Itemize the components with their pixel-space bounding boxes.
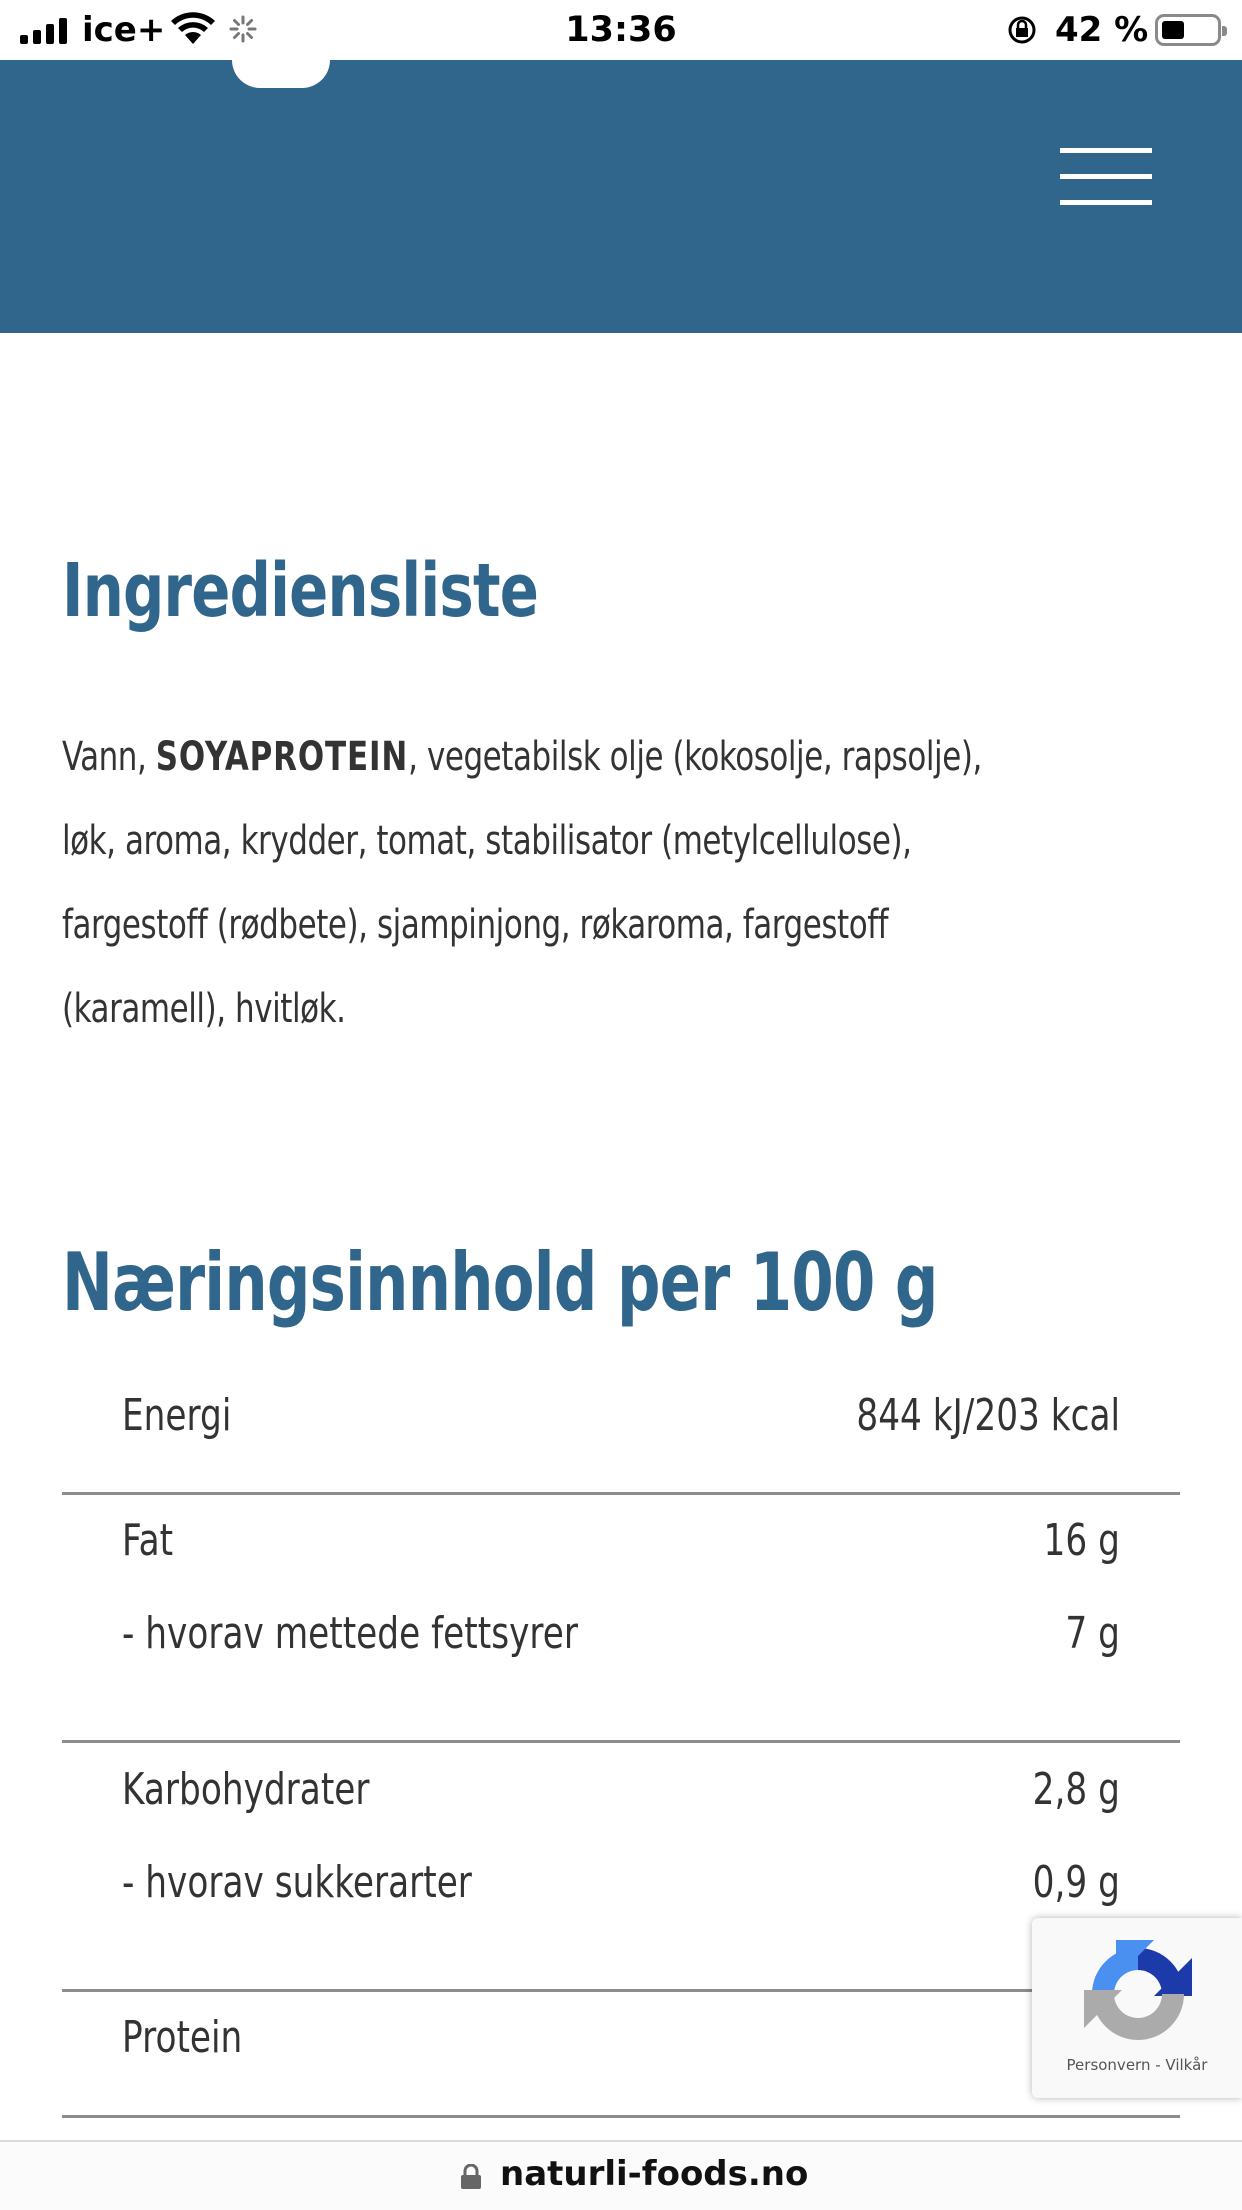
battery-icon — [1155, 14, 1221, 46]
nutrition-heading: Næringsinnhold per 100 g — [62, 1236, 938, 1329]
hamburger-menu-icon[interactable] — [1060, 148, 1152, 208]
ingredients-rest: , vegetabilsk olje (kokosolje, rapsolje), løk, aroma, krydder, tomat, stabilisator (metylcellulose), fargestoff (rødbete), sjampinjong, røkaroma, fargestoff (karamell), hvitløk. — [62, 734, 982, 1032]
nutrient-value: 7 g — [1065, 1608, 1120, 1659]
battery-percent: 42 % — [1055, 10, 1149, 50]
nutrient-value: 16 g — [1043, 1515, 1120, 1566]
nutrient-label: Fat — [122, 1515, 174, 1566]
allergen-highlight: SOYAPROTEIN — [155, 734, 409, 780]
logo[interactable] — [232, 60, 330, 88]
row-divider — [62, 1740, 1180, 1743]
orientation-lock-icon — [1006, 14, 1038, 46]
ingredients-prefix: Vann, — [62, 734, 156, 780]
nutrient-value: 2,8 g — [1032, 1764, 1120, 1815]
status-bar — [0, 0, 1242, 60]
nutrient-label: - hvorav sukkerarter — [122, 1857, 472, 1908]
nutrient-label: Protein — [122, 2012, 243, 2063]
recaptcha-links[interactable]: Personvern - Vilkår — [1066, 2056, 1208, 2074]
recaptcha-badge[interactable] — [1032, 1918, 1242, 2098]
url-bar[interactable] — [0, 2140, 1242, 2210]
url-domain[interactable]: naturli-foods.no — [500, 2154, 809, 2194]
row-divider — [62, 1989, 1180, 1992]
site-header — [0, 60, 1242, 333]
nutrient-label: Energi — [122, 1390, 232, 1441]
lock-icon — [460, 2164, 482, 2190]
nutrient-value: 844 kJ/203 kcal — [856, 1390, 1120, 1441]
ingredients-heading: Ingrediensliste — [62, 548, 539, 634]
row-divider — [62, 1492, 1180, 1495]
recaptcha-icon — [1080, 1936, 1196, 2052]
row-divider — [62, 2115, 1180, 2118]
nutrient-label: - hvorav mettede fettsyrer — [122, 1608, 578, 1659]
ingredients-list — [62, 715, 1034, 1051]
nutrient-value: 0,9 g — [1032, 1857, 1120, 1908]
carrier-label: ice+ — [82, 10, 166, 50]
nutrient-label: Karbohydrater — [122, 1764, 370, 1815]
clock: 13:36 — [565, 10, 677, 50]
